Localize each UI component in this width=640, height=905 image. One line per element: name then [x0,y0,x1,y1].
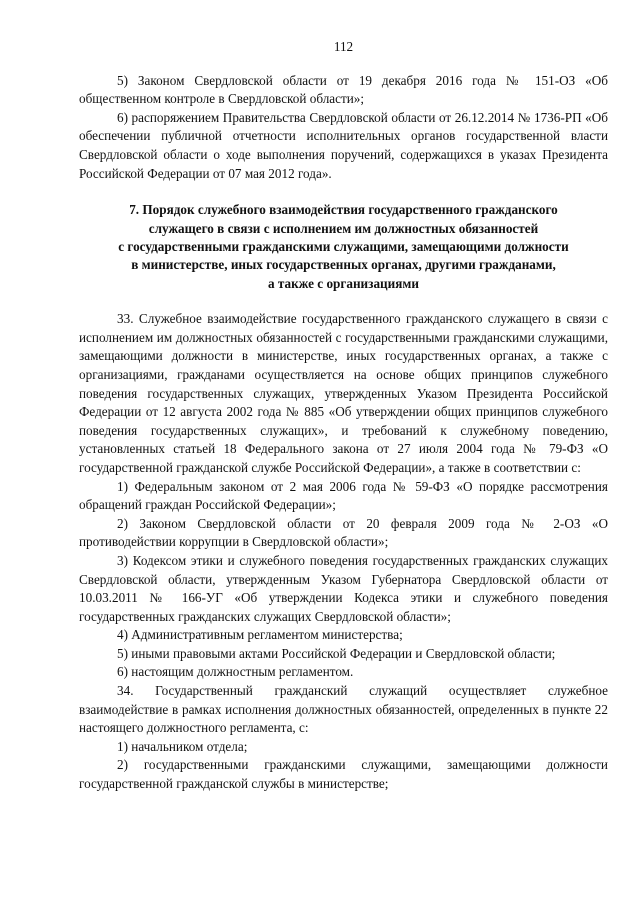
section-heading-line: служащего в связи с исполнением им должностных обязанностей [148,220,539,236]
list-item-law-151: 5) Законом Свердловской области от 19 декабря 2016 года № 151-ОЗ «Об общественном контроле в Свердловской области»; [79,72,608,107]
list-item-law-2-oz: 2) Законом Свердловской области от 20 февраля 2009 года № 2-ОЗ «О противодействии коррупции в Свердловской области»; [79,515,608,550]
list-item-head-of-department: 1) начальником отдела; [117,738,248,754]
section-heading-line: 7. Порядок служебного взаимодействия государственного гражданского [129,202,558,218]
paragraph-33: 33. Служебное взаимодействие государственного гражданского служащего в связи с исполнением им должностных обязанностей с государственными гражданскими служащими, замещающими должности в министерстве, иных государственных органах, а также с организациями, гражданами осуществляется на основе общих принципов служебного поведения государственных служащих, утвержденных Указом Президента Российской Федерации от 12 августа 2002 года № 885 «Об утверждении общих принципов служебного поведения государственных служащих», и требований к служебному поведению, установленных статьей 18 Федерального закона от 27 июля 2004 года № 79-ФЗ «О государственной гражданской службе Российской Федерации», а также в соответствии с: [79,311,608,475]
section-heading [79,201,608,293]
list-item-admin-regulation: 4) Административным регламентом министерства; [117,627,403,643]
section-heading-line: в министерстве, иных государственных органах, другими гражданами, [131,257,556,273]
list-item-ethics-code: 3) Кодексом этики и служебного поведения государственных гражданских служащих Свердловской области, утвержденным Указом Губернатора Свердловской области от 10.03.2011 № 166-УГ «Об утверждении Кодекса этики и служебного поведения государственных гражданских служащих Свердловской области»; [79,552,608,624]
list-item-federal-law-59: 1) Федеральным законом от 2 мая 2006 года № 59-ФЗ «О порядке рассмотрения обращений граждан Российской Федерации»; [79,478,608,513]
list-item-order-1736: 6) распоряжением Правительства Свердловской области от 26.12.2014 № 1736-РП «Об обеспечении публичной отчетности исполнительных органов государственной власти Свердловской области о ходе выполнения поручений, содержащихся в указах Президента Российской Федерации от 07 мая 2012 года». [79,109,608,181]
page-number: 112 [333,39,354,54]
paragraph-34: 34. Государственный гражданский служащий осуществляет служебное взаимодействие в рамках исполнения должностных обязанностей, определенных в пункте 22 настоящего должностного регламента, с: [79,683,608,736]
list-item-this-regulation: 6) настоящим должностным регламентом. [117,664,354,680]
section-heading-line: с государственными гражданскими служащими, замещающими должности [118,238,569,254]
list-item-civil-servants: 2) государственными гражданскими служащими, замещающими должности государственной гражданской службы в министерстве; [79,757,608,792]
list-item-other-acts: 5) иными правовыми актами Российской Федерации и Свердловской области; [117,645,556,661]
section-heading-line: а также с организациями [268,275,419,291]
